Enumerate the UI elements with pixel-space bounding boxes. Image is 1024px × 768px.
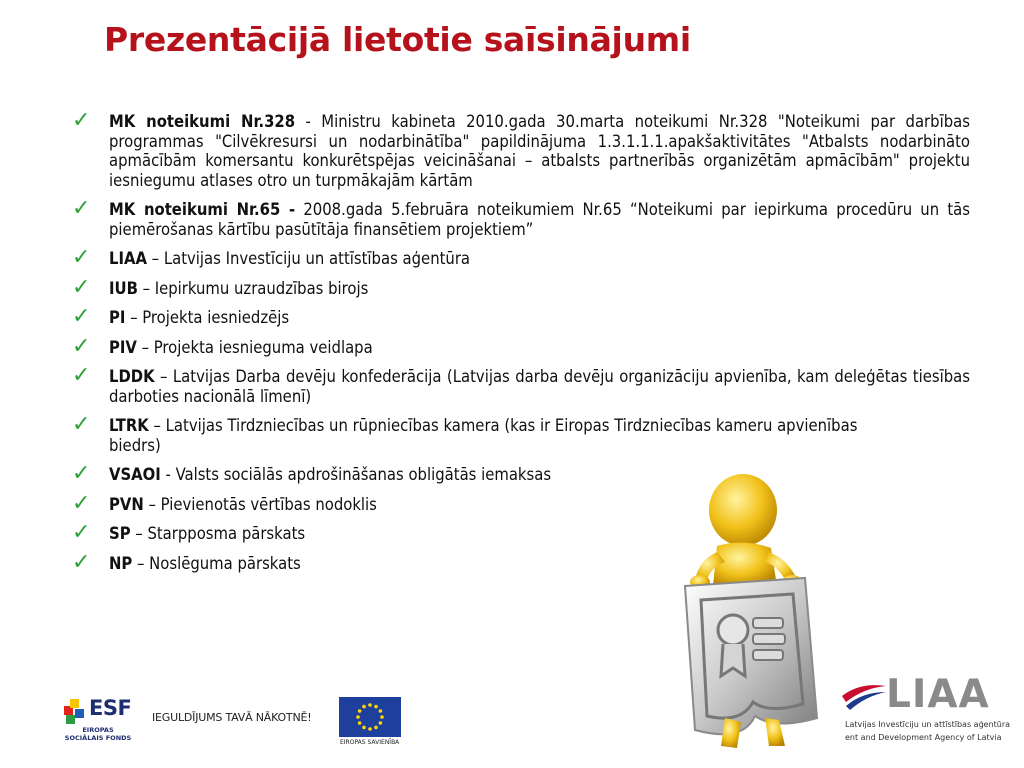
list-item bbox=[72, 196, 970, 239]
list-item: ✓ MK noteikumi Nr.328 - Ministru kabineta 2010.gada 30.marta noteikumi Nr.328 "Noteikumi par darbības programmas "Cilvēkresursi un nodarbinātība" papildinājuma 1.3.1.1.1.apakšaktivitātes "Atbalsts nodarbināto apmācībām komersantu konkurētspējas veicināšanai – atbalsts partnerībās organizētām apmācībām" projektu iesniegumu atlases otro un turpmākajām kārtām bbox=[72, 108, 970, 190]
checkmark-icon: ✓ bbox=[72, 196, 91, 221]
abbreviation-description: Starpposma pārskats bbox=[147, 524, 306, 543]
checkmark-icon: ✓ bbox=[72, 108, 91, 133]
checkmark-icon: ✓ bbox=[72, 245, 91, 270]
abbreviation-term: PVN bbox=[109, 494, 144, 514]
abbreviation-term: MK noteikumi Nr.328 bbox=[109, 112, 296, 131]
checkmark-icon: ✓ bbox=[72, 304, 91, 329]
abbreviation-description: Ministru kabineta 2010.gada 30.marta noteikumi Nr.328 "Noteikumi par darbības programmas "Cilvēkresursi un nodarbinātība" papildinājuma 1.3.1.1.1.apakšaktivitātes "Atbalsts nodarbināto apmācībām komersantu konkurētspējas veicināšanai – atbalsts partnerībās organizētām apmācībām" projektu iesniegumu atlases otro un turpmākajām kārtām bbox=[109, 112, 970, 190]
eu-caption: EIROPAS SAVIENĪBA bbox=[340, 739, 400, 746]
checkmark-icon: ✓ bbox=[72, 274, 91, 300]
abbreviation-term: PI bbox=[109, 308, 126, 327]
liaa-wordmark: LIAA bbox=[886, 672, 990, 717]
list-item: ✓ LIAA – Latvijas Investīciju un attīstības aģentūra bbox=[72, 245, 471, 270]
list-item: ✓ VSAOI - Valsts sociālās apdrošināšanas obligātās iemaksas bbox=[72, 461, 552, 486]
abbreviation-term: NP bbox=[109, 553, 133, 573]
checkmark-icon: ✓ bbox=[72, 461, 91, 486]
abbreviation-term: IUB bbox=[109, 278, 138, 298]
checkmark-icon: ✓ bbox=[72, 363, 91, 388]
abbreviation-description: Noslēguma pārskats bbox=[149, 553, 301, 573]
list-item: ✓ IUB – Iepirkumu uzraudzības birojs bbox=[72, 274, 369, 300]
abbreviation-description: Projekta iesniedzējs bbox=[142, 308, 290, 327]
abbreviation-description: Projekta iesnieguma veidlapa bbox=[153, 337, 373, 357]
esf-label: ESF bbox=[89, 696, 132, 720]
liaa-name-lv: Latvijas Investīciju un attīstības aģentūra bbox=[845, 720, 1011, 729]
abbreviation-description: Latvijas Tirdzniecības un rūpniecības kamera (kas ir Eiropas Tirdzniecības kameru apvienības biedrs) bbox=[109, 416, 858, 455]
checkmark-icon: ✓ bbox=[72, 333, 91, 359]
list-item: ✓ PVN – Pievienotās vērtības nodoklis bbox=[72, 490, 377, 516]
abbreviation-description: Valsts sociālās apdrošināšanas obligātās iemaksas bbox=[175, 465, 552, 484]
abbreviation-description: Latvijas Darba devēju konfederācija (Latvijas darba devēju organizāciju apvienība, kam deleģētas tiesības darboties nacionālā līmenī) bbox=[109, 367, 970, 406]
list-item: ✓ LDDK – Latvijas Darba devēju konfederācija (Latvijas darba devēju organizāciju apvienība, kam deleģētas tiesības darboties nacionālā līmenī) bbox=[72, 363, 970, 406]
checkmark-icon: ✓ bbox=[72, 520, 91, 545]
list-item: ✓ PIV – Projekta iesnieguma veidlapa bbox=[72, 333, 373, 359]
slogan: IEGULDĪJUMS TAVĀ NĀKOTNĒ! bbox=[152, 711, 312, 724]
abbreviation-term: SP bbox=[109, 524, 131, 543]
slide-title: Prezentācijā lietotie saīsinājumi bbox=[104, 20, 691, 59]
abbreviation-description: Pievienotās vērtības nodoklis bbox=[160, 494, 377, 514]
checkmark-icon: ✓ bbox=[72, 412, 91, 437]
abbreviation-description: 2008.gada 5.februāra noteikumiem Nr.65 “Noteikumi par iepirkuma procedūru un tās piemērošanas kārtību pasūtītāja finansētiem projektiem” bbox=[109, 200, 970, 239]
checkmark-icon: ✓ bbox=[72, 490, 91, 516]
list-item: ✓ PI – Projekta iesniedzējs bbox=[72, 304, 290, 329]
list-item: ✓ LTRK – Latvijas Tirdzniecības un rūpniecības kamera (kas ir Eiropas Tirdzniecības kameru apvienības biedrs) bbox=[72, 412, 858, 455]
abbreviation-term: VSAOI bbox=[109, 465, 161, 484]
abbreviation-description: Latvijas Investīciju un attīstības aģentūra bbox=[163, 249, 471, 268]
figure-with-document-illustration bbox=[655, 468, 845, 753]
abbreviation-term: PIV bbox=[109, 337, 137, 357]
abbreviation-term: LIAA bbox=[109, 249, 147, 268]
liaa-name-en: ent and Development Agency of Latvia bbox=[845, 733, 1002, 742]
list-item: ✓ NP – Noslēguma pārskats bbox=[72, 549, 301, 575]
abbreviation-term: LDDK bbox=[109, 367, 155, 386]
abbreviation-term: LTRK bbox=[109, 416, 149, 435]
eu-flag-icon bbox=[339, 697, 401, 737]
esf-subtitle: EIROPAS SOCIĀLAIS FONDS bbox=[64, 726, 132, 742]
abbreviation-term: MK noteikumi Nr.65 - bbox=[109, 200, 296, 219]
checkmark-icon: ✓ bbox=[72, 549, 91, 575]
abbreviation-description: Iepirkumu uzraudzības birojs bbox=[154, 278, 369, 298]
list-item: ✓ SP – Starpposma pārskats bbox=[72, 520, 306, 545]
